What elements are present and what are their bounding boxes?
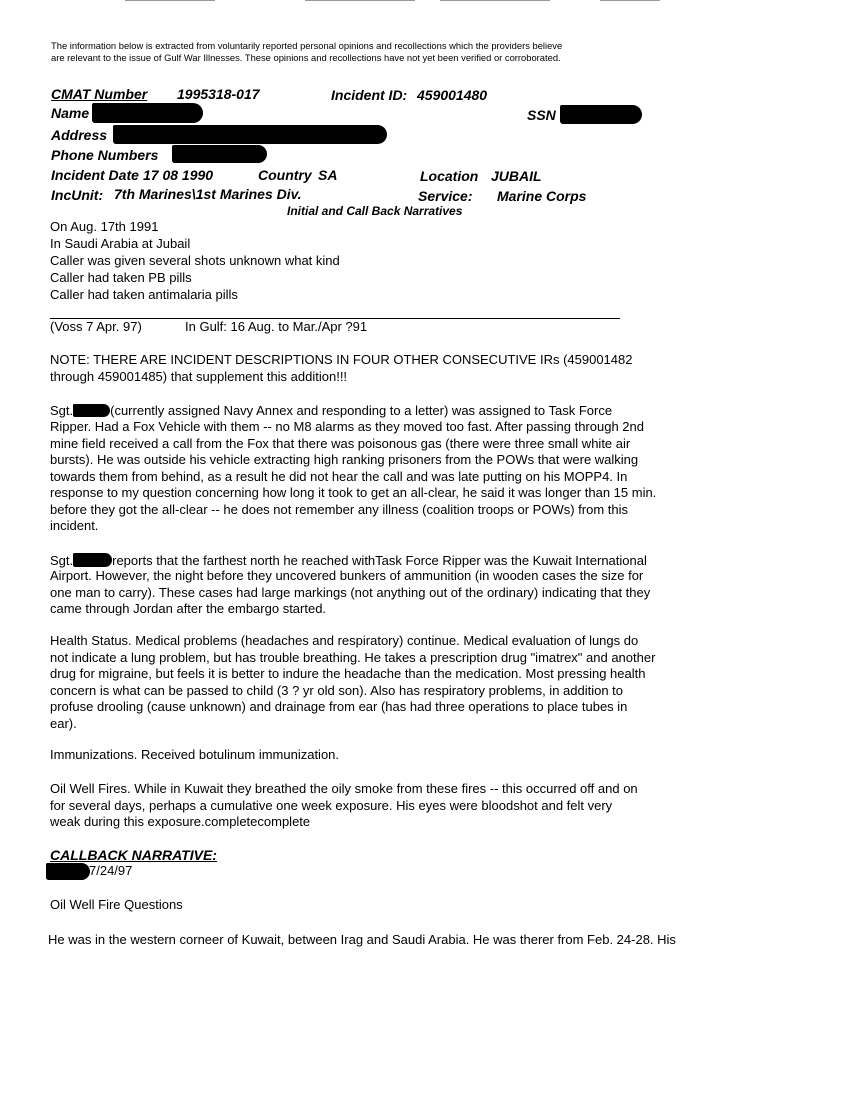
address-redaction <box>113 125 387 144</box>
phone-label: Phone Numbers <box>51 147 159 163</box>
service-value: Marine Corps <box>497 188 587 204</box>
cmat-value: 1995318-017 <box>177 86 260 102</box>
incunit-value: 7th Marines\1st Marines Div. <box>114 186 302 202</box>
initial-narrative <box>50 218 340 303</box>
voss-date: (Voss 7 Apr. 97) <box>50 319 142 334</box>
disclaimer-text: The information below is extracted from voluntarily reported personal opinions and recollections which the providers believe are relevant to the issue of Gulf War Illnesses. These opinions and recollections have not yet been verified or corroborated. <box>51 40 563 63</box>
paragraph-line: weak during this exposure.completecomplete <box>50 814 311 829</box>
address-label: Address <box>51 127 108 143</box>
oil-well-questions-title: Oil Well Fire Questions <box>50 897 183 912</box>
paragraph-line: not indicate a lung problem, but has trouble breathing. He takes a prescription drug "imatrex" and another <box>50 649 656 665</box>
scan-artifact <box>305 0 415 1</box>
paragraph-line: mine field received a call from the Fox that there was poisonous gas (there were three small white air <box>50 435 631 451</box>
in-gulf-dates: In Gulf: 16 Aug. to Mar./Apr ?91 <box>185 319 368 334</box>
paragraph-line: profuse drooling (cause unknown) and drainage from ear (has had three operations to place tubes in <box>50 699 628 714</box>
narrative-line: In Saudi Arabia at Jubail <box>50 236 191 251</box>
narrative-line: Caller had taken PB pills <box>50 270 192 285</box>
paragraph-line: incident. <box>50 518 99 533</box>
callback-last-line: He was in the western corneer of Kuwait, between Irag and Saudi Arabia. He was therer from Feb. 24-28. His <box>48 932 676 947</box>
callback-heading: CALLBACK NARRATIVE: <box>50 847 217 863</box>
incident-id-label: Incident ID: <box>331 87 408 103</box>
name-label: Name <box>51 105 90 121</box>
country-value: SA <box>318 167 338 183</box>
name-redaction <box>92 103 203 123</box>
callback-date: 7/24/97 <box>89 863 133 878</box>
paragraph-line: came through Jordan after the embargo started. <box>50 601 327 616</box>
sgt-paragraph-2-first-line <box>50 551 647 570</box>
paragraph-line: before they got the all-clear -- he does not remember any illness (coalition troops or POWs) from this <box>50 501 629 517</box>
country-label: Country <box>258 167 312 183</box>
paragraph-line: response to my question concerning how long it took to get an all-clear, he said it was longer than 15 min. <box>50 485 657 500</box>
paragraph-line: Health Status. Medical problems (headaches and respiratory) continue. Medical evaluation of lungs do <box>50 633 639 648</box>
name-redaction <box>73 553 112 567</box>
paragraph-line: for several days, perhaps a cumulative one week exposure. His eyes were bloodshot and felt very <box>50 797 613 813</box>
note-paragraph: NOTE: THERE ARE INCIDENT DESCRIPTIONS IN FOUR OTHER CONSECUTIVE IRs (459001482 through 459001485) that supplement this addition!!! <box>50 352 633 384</box>
paragraph-line: Airport. However, the night before they uncovered bunkers of ammunition (in wooden cases the size for <box>50 568 644 583</box>
scan-artifact <box>440 0 550 1</box>
incident-id-value: 459001480 <box>417 87 488 103</box>
name-redaction <box>73 404 110 417</box>
incunit-label: IncUnit: <box>51 187 104 203</box>
incident-date-value: 17 08 1990 <box>143 167 214 183</box>
oil-well-fires-paragraph <box>50 781 638 831</box>
paragraph-line: concern is what can be passed to child (3 ? yr old son). Also has respiratory problems, in addition to <box>50 682 624 698</box>
sgt-paragraph-2 <box>50 568 650 618</box>
paragraph-line: Oil Well Fires. While in Kuwait they breathed the oily smoke from these fires -- this occurred off and on <box>50 781 638 796</box>
paragraph-line: towards them from behind, as a result he did not hear the call and was late putting on his MOPP4. In <box>50 468 628 484</box>
sgt-prefix: Sgt. <box>50 553 74 568</box>
cmat-label: CMAT Number <box>51 86 148 102</box>
narrative-line: Caller had taken antimalaria pills <box>50 287 238 302</box>
sgt-paragraph-1-first-line <box>50 402 612 420</box>
sgt-first-line-text: reports that the farthest north he reached withTask Force Ripper was the Kuwait International <box>112 553 647 568</box>
paragraph-line: drug for migraine, but feels it is better to indure the headache than the medication. Most pressing health <box>50 666 646 681</box>
sgt-paragraph-1 <box>50 419 656 535</box>
paragraph-line: one man to carry). These cases had large markings (not anything out of the ordinary) indicating that they <box>50 584 651 600</box>
location-value: JUBAIL <box>491 168 542 184</box>
paragraph-line: bursts). He was outside his vehicle extracting high ranking prisoners from the POWs that were walking <box>50 452 639 467</box>
paragraph-line: ear). <box>50 715 77 731</box>
immunizations-paragraph: Immunizations. Received botulinum immunization. <box>50 747 340 762</box>
ssn-label: SSN <box>527 107 556 123</box>
paragraph-line: Ripper. Had a Fox Vehicle with them -- no M8 alarms as they moved too fast. After passing through 2nd <box>50 419 644 434</box>
ssn-redaction <box>560 105 642 124</box>
sgt-first-line-text: (currently assigned Navy Annex and responding to a letter) was assigned to Task Force <box>110 403 613 418</box>
narratives-subtitle: Initial and Call Back Narratives <box>287 204 463 218</box>
scan-artifact <box>600 0 660 1</box>
incident-date-label: Incident Date <box>51 167 139 183</box>
scan-artifact <box>125 0 215 1</box>
health-status-paragraph <box>50 633 655 732</box>
location-label: Location <box>420 168 479 184</box>
service-label: Service: <box>418 188 473 204</box>
narrative-line: On Aug. 17th 1991 <box>50 219 159 234</box>
narrative-line: Caller was given several shots unknown what kind <box>50 253 340 268</box>
phone-redaction <box>172 145 267 163</box>
sgt-prefix: Sgt. <box>50 403 74 418</box>
callback-name-redaction <box>46 863 90 880</box>
